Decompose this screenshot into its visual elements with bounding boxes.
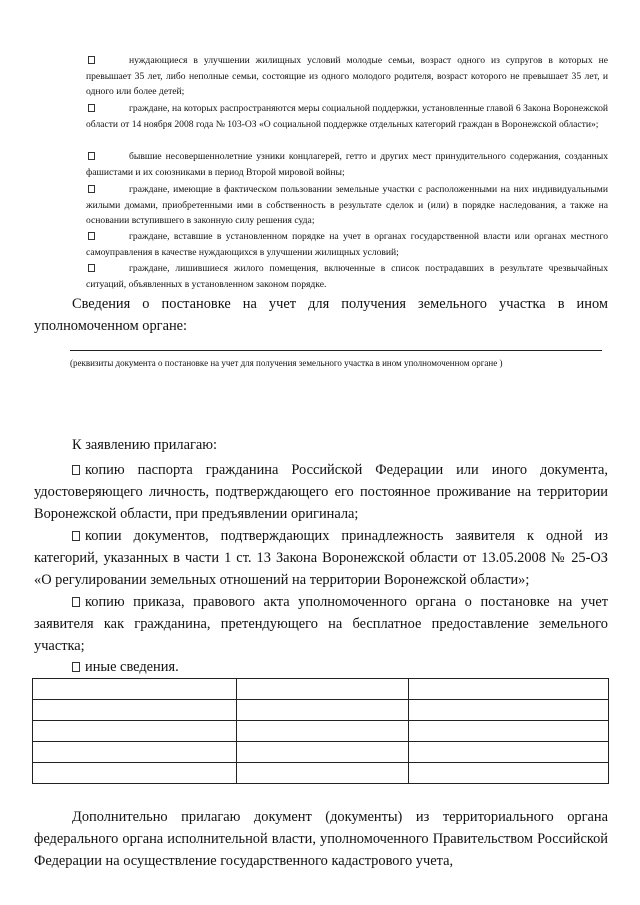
category-text: граждане, на которых распространяются меры социальной поддержки, установленные главой 6 Закона Воронежской области от 14 ноября 2008 года № 103-ОЗ «О социальной поддержке отдельных категорий граждан в Воронежской области»; <box>86 103 608 130</box>
category-text: нуждающиеся в улучшении жилищных условий молодые семьи, возраст одного из супругов в которых не превышает 35 лет, либо неполные семьи, состоящие из одного молодого родителя, возраст которого не превышает 35 лет, и одного или более детей; <box>86 55 608 98</box>
table-row <box>33 763 609 784</box>
table-cell[interactable] <box>409 700 609 721</box>
table-cell[interactable] <box>33 742 237 763</box>
attachment-text: копию паспорта гражданина Российской Федерации или иного документа, удостоверяющего личность, подтверждающего его постоянное проживание на территории Воронежской области, при предъявлении оригинала; <box>34 462 608 522</box>
table-row <box>33 721 609 742</box>
category-item[interactable] <box>86 229 608 260</box>
registration-heading: Сведения о постановке на учет для получения земельного участка в ином уполномоченном органе: <box>34 296 608 334</box>
table-cell[interactable] <box>237 763 409 784</box>
table-row <box>33 700 609 721</box>
category-text: граждане, имеющие в фактическом пользовании земельные участки с расположенными на них индивидуальными жилыми домами, приобретенными ими в собственность в результате сделок и (или) в порядке наследования, а также на основании вступившего в законную силу решения суда; <box>86 184 608 227</box>
table-cell[interactable] <box>237 679 409 700</box>
checkbox-icon[interactable] <box>72 465 80 475</box>
table-cell[interactable] <box>237 700 409 721</box>
attachments-heading: К заявлению прилагаю: <box>72 437 218 453</box>
table-cell[interactable] <box>33 700 237 721</box>
table-cell[interactable] <box>409 763 609 784</box>
attachment-text: иные сведения. <box>85 659 179 675</box>
other-info-table <box>32 678 609 784</box>
category-item[interactable] <box>86 182 608 229</box>
table-row <box>33 742 609 763</box>
table-cell[interactable] <box>409 679 609 700</box>
table-cell[interactable] <box>237 721 409 742</box>
category-item[interactable] <box>86 101 608 132</box>
additional-documents-paragraph: Дополнительно прилагаю документ (документы) из территориального органа федерального органа исполнительной власти, уполномоченного Правительством Российской Федерации на осуществление государственного кадастрового учета, <box>34 809 608 869</box>
registration-input-line[interactable] <box>70 350 602 351</box>
category-item[interactable] <box>86 261 608 292</box>
category-text: граждане, вставшие в установленном порядке на учет в органах государственной власти или органах местного самоуправления в качестве нуждающихся в улучшении жилищных условий; <box>86 231 608 258</box>
checkbox-icon[interactable] <box>88 104 95 112</box>
table-row <box>33 679 609 700</box>
category-item[interactable] <box>86 53 608 100</box>
table-cell[interactable] <box>237 742 409 763</box>
checkbox-icon[interactable] <box>88 152 95 160</box>
checkbox-icon[interactable] <box>88 56 95 64</box>
checkbox-icon[interactable] <box>72 531 80 541</box>
table-cell[interactable] <box>33 763 237 784</box>
category-text: граждане, лишившиеся жилого помещения, включенные в список пострадавших в результате чрезвычайных ситуаций, объявленных в установленном законом порядке. <box>86 263 608 290</box>
attachment-item[interactable] <box>34 656 608 678</box>
attachment-text: копию приказа, правового акта уполномоченного органа о постановке на учет заявителя как гражданина, претендующего на бесплатное предоставление земельного участка; <box>34 594 608 654</box>
checkbox-icon[interactable] <box>88 185 95 193</box>
category-item[interactable] <box>86 149 608 180</box>
checkbox-icon[interactable] <box>72 662 80 672</box>
table-cell[interactable] <box>409 742 609 763</box>
category-text: бывшие несовершеннолетние узники концлагерей, гетто и других мест принудительного содержания, созданных фашистами и их союзниками в период Второй мировой войны; <box>86 151 608 178</box>
checkbox-icon[interactable] <box>72 597 80 607</box>
registration-caption: (реквизиты документа о постановке на учет для получения земельного участка в ином уполномоченном органе ) <box>70 358 503 368</box>
attachment-item[interactable] <box>34 591 608 657</box>
table-cell[interactable] <box>33 721 237 742</box>
table-cell[interactable] <box>409 721 609 742</box>
checkbox-icon[interactable] <box>88 264 95 272</box>
attachment-text: копии документов, подтверждающих принадлежность заявителя к одной из категорий, указанных в части 1 ст. 13 Закона Воронежской области от 13.05.2008 № 25-ОЗ «О регулировании земельных отношений на территории Воронежской области»; <box>34 528 608 588</box>
attachment-item[interactable] <box>34 459 608 525</box>
table-cell[interactable] <box>33 679 237 700</box>
checkbox-icon[interactable] <box>88 232 95 240</box>
attachment-item[interactable] <box>34 525 608 591</box>
